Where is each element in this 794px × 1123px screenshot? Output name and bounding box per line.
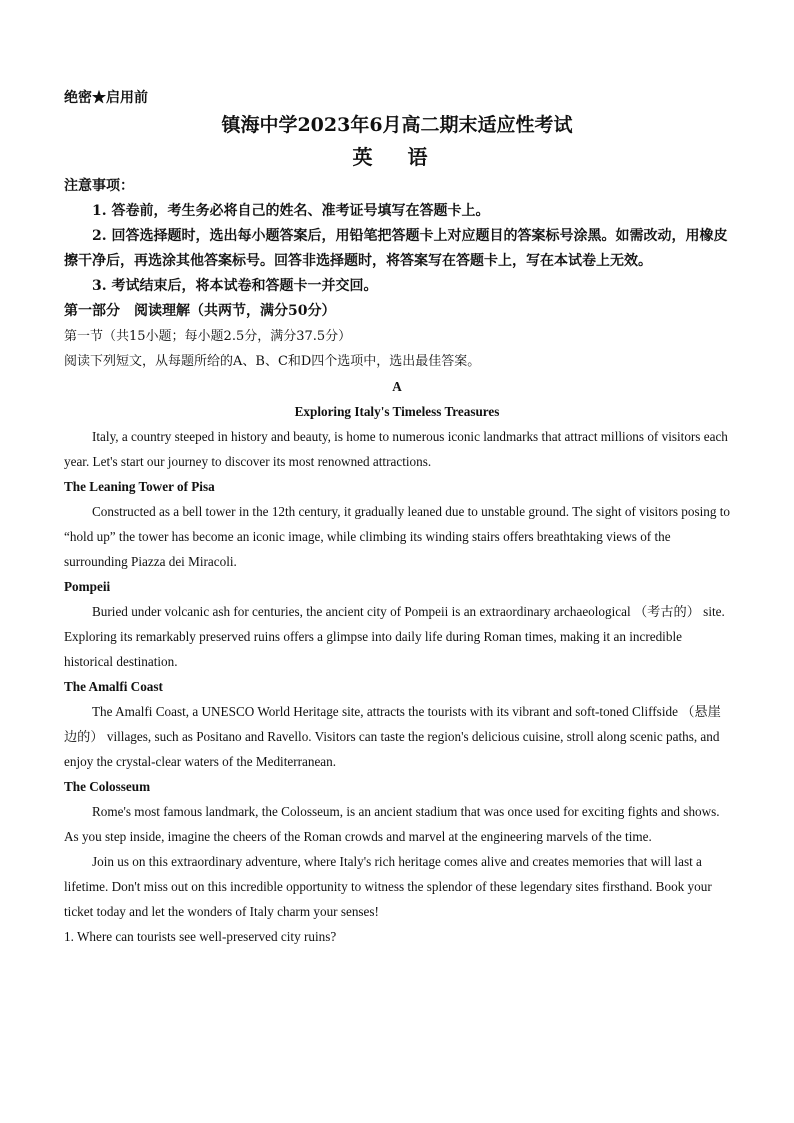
passage-label: A bbox=[392, 379, 402, 394]
section-heading-colosseum: The Colosseum bbox=[64, 779, 151, 794]
section-text-pisa: Constructed as a bell tower in the 12th century, it gradually leaned due to unstable ground. The sight of visitors posing to “hold up” the tower has become an iconic image, while climbing its winding stairs offers breathtaking views of the surrounding Piazza dei Miracoli. bbox=[64, 504, 731, 569]
section-instruction: 阅读下列短文，从每题所给的A、B、C和D四个选项中，选出最佳答案。 bbox=[64, 354, 481, 369]
passage-closing: Join us on this extraordinary adventure, where Italy's rich heritage comes alive and creates memories that will last a lifetime. Don't miss out on this incredible opportunity to witness the splendor of these legendary sites firsthand. Book your ticket today and let the wonders of Italy charm your senses! bbox=[64, 854, 712, 919]
part-heading: 第一部分 阅读理解（共两节，满分50分） bbox=[64, 303, 336, 319]
confidential-label: 绝密★启用前 bbox=[64, 90, 148, 106]
passage-title: Exploring Italy's Timeless Treasures bbox=[294, 404, 500, 419]
section-heading-pisa: The Leaning Tower of Pisa bbox=[64, 479, 215, 494]
notice-item-1: 1. 答卷前，考生务必将自己的姓名、准考证号填写在答题卡上。 bbox=[92, 203, 490, 219]
section-text-pompeii: Buried under volcanic ash for centuries, the ancient city of Pompeii is an extraordinary archaeological （考古的） site. Exploring its remarkably preserved ruins offers a glimpse into daily life during Roman times, making it an incredible historical destination. bbox=[64, 604, 725, 669]
exam-page bbox=[64, 88, 730, 949]
notice-item-2: 2. 回答选择题时，选出每小题答案后，用铅笔把答题卡上对应题目的答案标号涂黑。如需改动，用橡皮擦干净后，再选涂其他答案标号。回答非选择题时，将答案写在答题卡上，写在本试卷上无效。 bbox=[64, 228, 728, 269]
section-heading-pompeii: Pompeii bbox=[64, 579, 111, 594]
section-heading-amalfi: The Amalfi Coast bbox=[64, 679, 163, 694]
exam-title: 镇海中学2023年6月高二期末适应性考试 bbox=[221, 114, 573, 136]
section-heading: 第一节（共15小题；每小题2.5分，满分37.5分） bbox=[64, 329, 352, 344]
section-text-amalfi: The Amalfi Coast, a UNESCO World Heritage site, attracts the tourists with its vibrant and soft-toned Cliffside （悬崖边的） villages, such as Positano and Ravello. Visitors can taste the region's delicious cuisine, stroll along scenic paths, and enjoy the crystal-clear waters of the Mediterranean. bbox=[64, 704, 721, 769]
question-1: 1. Where can tourists see well-preserved city ruins? bbox=[64, 929, 337, 944]
section-text-colosseum: Rome's most famous landmark, the Colosseum, is an ancient stadium that was once used for exciting fights and shows. As you step inside, imagine the cheers of the Roman crowds and marvel at the engineering marvels of the time. bbox=[64, 804, 720, 844]
notice-heading: 注意事项： bbox=[64, 178, 134, 194]
notice-item-3: 3. 考试结束后，将本试卷和答题卡一并交回。 bbox=[92, 278, 378, 294]
subject-title: 英 语 bbox=[352, 145, 442, 169]
passage-intro: Italy, a country steeped in history and beauty, is home to numerous iconic landmarks that attract millions of visitors each year. Let's start our journey to discover its most renowned attractions. bbox=[64, 429, 728, 469]
